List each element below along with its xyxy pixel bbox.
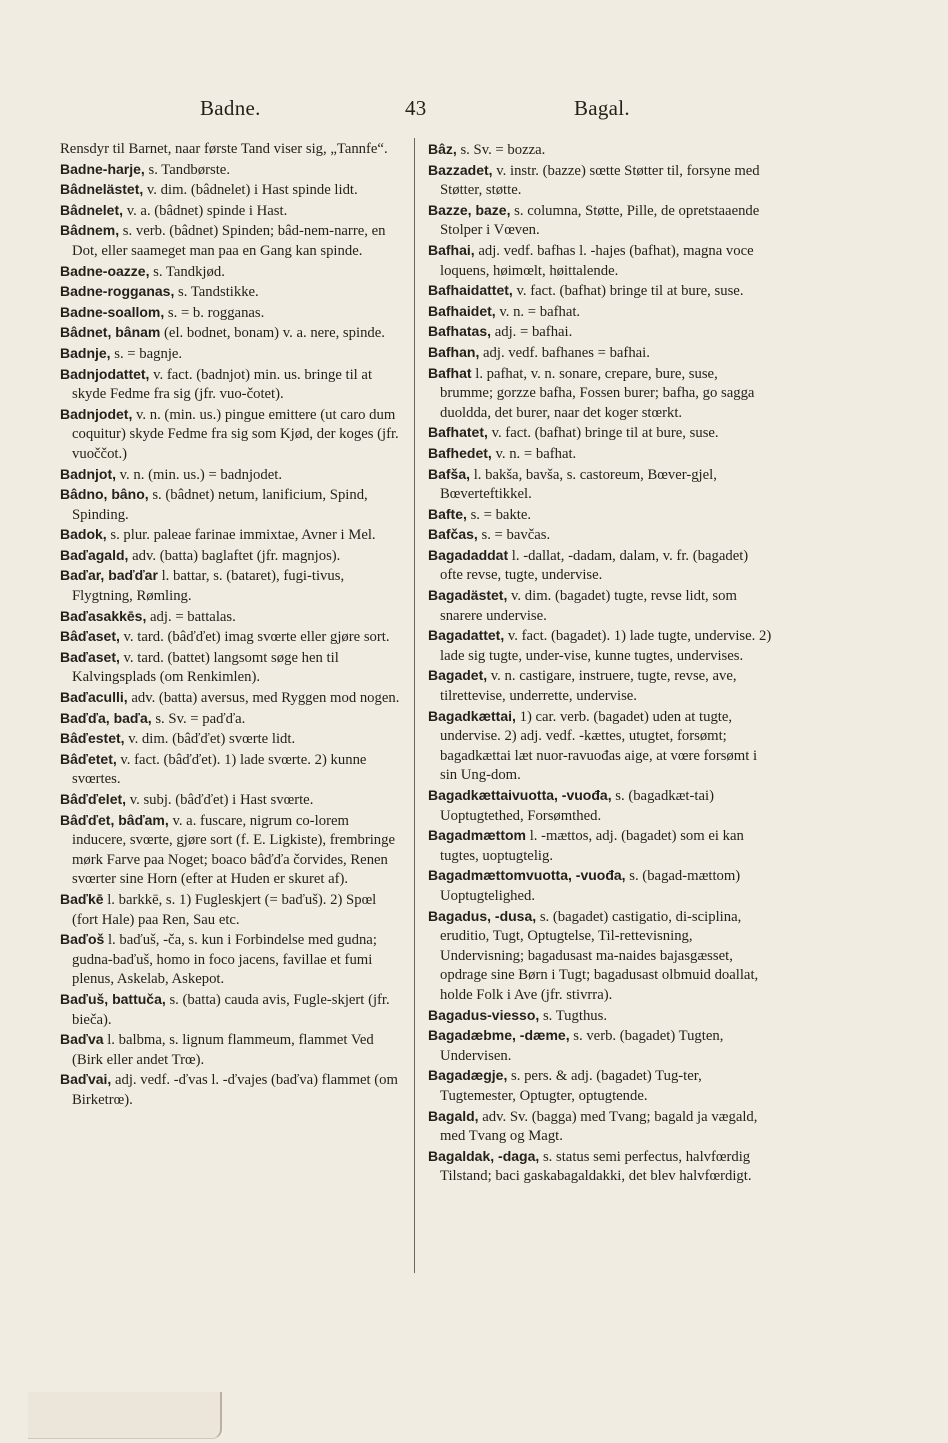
entry-definition: v. n. = bafhat. (495, 303, 581, 320)
dictionary-entry (428, 1006, 773, 1027)
entry-definition: v. fact. (bagadet). 1) lade tugte, undervise. 2) lade sig tugte, under-vise, kunne tugtes, undervises. (440, 628, 772, 664)
entry-headword: Bagadmættomvuotta, -vuođa, (428, 867, 626, 884)
entry-definition: adj. = battalas. (146, 608, 236, 625)
dictionary-entry (60, 405, 405, 465)
entry-definition: s. = b. rogganas. (164, 304, 265, 321)
entry-definition: (el. bodnet, bonam) v. a. nere, spinde. (160, 325, 385, 342)
dictionary-entry (428, 707, 773, 786)
entry-definition: s. verb. (bagadet) Tugten, Undervisen. (440, 1028, 724, 1064)
entry-headword: Bazze, baze, (428, 201, 511, 218)
dictionary-entry (60, 890, 405, 930)
right-guide-word: Bagal. (573, 96, 630, 120)
entry-headword: Baďagald, (60, 546, 129, 563)
dictionary-entry (60, 344, 405, 365)
dictionary-entry (428, 826, 773, 866)
entry-headword: Bâďďet, bâďam, (60, 811, 169, 828)
entry-headword: Bafhatas, (428, 323, 492, 340)
entry-definition: l. -mættos, adj. (bagadet) som ei kan tugtes, uoptugtelig. (440, 828, 744, 864)
dictionary-entry (60, 566, 405, 606)
entry-headword: Bazzadet, (428, 161, 493, 178)
entry-definition: v. fact. (badnjot) min. us. bringe til at skyde Fedme fra sig (jfr. vuo-čotet). (72, 366, 373, 403)
entry-definition: s. status semi perfectus, halvfœrdig Tilstand; baci gaskabagaldakki, det blev halvfœrdigt. (440, 1148, 752, 1185)
dictionary-entry (60, 180, 405, 201)
dictionary-entry (428, 444, 773, 465)
dictionary-entry (60, 323, 405, 344)
entry-definition: v. fact. (bafhat) bringe til at bure, suse. (512, 283, 744, 300)
entry-headword: Bafša, (428, 465, 471, 482)
dictionary-entry (428, 281, 773, 302)
dictionary-entry (60, 750, 405, 790)
entry-definition: s. verb. (bâdnet) Spinden; bâd-nem-narre, en Dot, eller saameget man paa en Gang kan spinde. (72, 223, 386, 259)
entry-headword: Badok, (60, 526, 107, 543)
entry-definition: l. balbma, s. lignum flammeum, flammet Ved (Birk eller andet Trœ). (72, 1032, 374, 1068)
entry-definition: adv. (batta) baglaftet (jfr. magnjos). (128, 547, 341, 564)
entry-headword: Bâdnelet, (60, 201, 124, 218)
entry-headword: Bâďaset, (60, 628, 120, 645)
entry-headword: Bafhedet, (428, 444, 492, 461)
dictionary-entry (60, 930, 405, 990)
dictionary-entry (60, 525, 405, 546)
entry-headword: Bafte, (428, 505, 467, 522)
dictionary-entry (428, 505, 773, 526)
entry-headword: Bâdnem, (60, 222, 120, 239)
entry-definition: 1) car. verb. (bagadet) uden at tugte, undervise. 2) adj. vedf. -kættes, utugtet, forsømt; bagadkættai læt nuor-ravuođas aige, at vœre forsømt i sin Ung-dom. (440, 708, 758, 784)
entry-definition: v. dim. (bâdnelet) i Hast spinde lidt. (143, 182, 358, 199)
dictionary-entry (60, 303, 405, 324)
entry-headword: Bagadmættom (428, 827, 527, 844)
entry-definition: v. tard. (bâďďet) imag svœrte eller gjøre sort. (119, 629, 390, 646)
entry-headword: Baďasakkēs, (60, 607, 147, 624)
entry-definition: s. plur. paleae farinae immixtae, Avner i Mel. (106, 527, 376, 544)
entry-definition: v. dim. (bâďďet) svœrte lidt. (124, 731, 296, 748)
left-column (60, 140, 405, 1111)
dictionary-entry (428, 525, 773, 546)
dictionary-entry (428, 302, 773, 323)
dictionary-entry (60, 262, 405, 283)
entry-headword: Baďva (60, 1031, 104, 1048)
entry-headword: Bagadattet, (428, 627, 505, 644)
entry-headword: Bagadus-viesso, (428, 1006, 540, 1023)
entry-headword: Badnjot, (60, 465, 116, 482)
dictionary-entry (60, 221, 405, 261)
dictionary-entry (428, 866, 773, 906)
entry-definition: adj. = bafhai. (491, 324, 573, 341)
entry-definition: s. (bagadet) castigatio, di-sciplina, eruditio, Tugt, Optugtelse, Til-rettevisning, Undervisning; bagadusast ma-naides bajasgæsset, opdrage sine Børn i Tugt; bagadusast olbmuid doallat, holde Folk i Ave (jfr. stivrra). (440, 908, 759, 1003)
dictionary-entry (60, 709, 405, 730)
dictionary-entry (428, 322, 773, 343)
entry-definition: adv. Sv. (bagga) med Tvang; bagald ja vægald, med Tvang og Magt. (440, 1108, 758, 1145)
entry-headword: Bagadästet, (428, 587, 508, 604)
entry-definition: s. Sv. = paďďa. (151, 710, 246, 727)
entry-headword: Baďoš (60, 931, 105, 948)
entry-definition: v. instr. (bazze) sœtte Støtter til, forsyne med Støtter, støtte. (440, 162, 760, 199)
entry-headword: Bâdno, bâno, (60, 486, 149, 503)
entry-headword: Bagald, (428, 1107, 479, 1124)
dictionary-entry (60, 607, 405, 628)
dictionary-entry (60, 990, 405, 1030)
dictionary-entry (60, 282, 405, 303)
dictionary-entry (428, 786, 773, 826)
entry-headword: Bâdnet, bânam (60, 324, 161, 341)
dictionary-entry (428, 241, 773, 281)
dictionary-entry (428, 666, 773, 706)
dictionary-entry (60, 140, 405, 160)
dictionary-entry (60, 627, 405, 648)
entry-headword: Bafhai, (428, 241, 475, 258)
entry-headword: Badnjodet, (60, 405, 133, 422)
entry-headword: Baďďa, baďa, (60, 709, 152, 726)
entry-headword: Bafhan, (428, 343, 480, 360)
entry-definition: s. Tandbørste. (144, 161, 230, 178)
entry-headword: Bagadægje, (428, 1067, 508, 1084)
entry-headword: Bafhatet, (428, 424, 488, 441)
entry-definition: s. (bagad-mættom) Uoptugtelighed. (440, 868, 741, 904)
entry-definition: s. Sv. = bozza. (456, 142, 546, 158)
entry-headword: Badnjodattet, (60, 365, 150, 382)
entry-definition: s. (bagadkæt-tai) Uoptugtethed, Forsømthed. (440, 788, 714, 824)
entry-definition: l. baďuš, -ča, s. kun i Forbindelse med gudna; gudna-baďuš, homo in foco jacens, favillae et fumi plenus, Askelab, Askepot. (72, 932, 377, 988)
entry-definition: l. pafhat, v. n. sonare, crepare, bure, suse, brumme; gorzze bafha, Fossen burer; bafha, go sagga duoldda, det burer, naar det koger stœrkt. (440, 365, 755, 421)
entry-definition: adj. vedf. bafhanes = bafhai. (479, 344, 650, 361)
entry-definition: adv. (batta) aversus, med Ryggen mod nogen. (127, 690, 400, 707)
right-column (428, 140, 773, 1187)
entry-headword: Baďar, baďďar (60, 567, 158, 584)
entry-definition: v. n. castigare, instruere, tugte, revse, ave, tilrettevise, underrette, undervise. (440, 668, 737, 705)
dictionary-entry (60, 201, 405, 222)
entry-headword: Bagaldak, -daga, (428, 1147, 540, 1164)
entry-definition: adj. vedf. bafhas l. -hajes (bafhat), magna voce loquens, høimœlt, høittalende. (440, 242, 754, 279)
dictionary-entry (428, 161, 773, 201)
entry-headword: Bagadus, -dusa, (428, 907, 537, 924)
entry-definition: v. tard. (battet) langsomt søge hen til Kalvingsplads (om Renkimlen). (72, 649, 339, 686)
entry-headword: Bâdnelästet, (60, 181, 144, 198)
entry-definition: l. barkkē, s. 1) Fugleskjert (= baďuš). 2) Spœl (fort Hale) paa Ren, Sau etc. (72, 891, 377, 928)
entry-headword: Baďvai, (60, 1071, 112, 1088)
page-tab-edge (28, 1392, 222, 1439)
entry-headword: Bâďetet, (60, 750, 117, 767)
entry-definition: s. Tandkjød. (149, 263, 225, 280)
dictionary-entry (60, 648, 405, 688)
dictionary-entry (60, 729, 405, 750)
dictionary-entry (60, 811, 405, 890)
entry-definition: s. Tugthus. (539, 1007, 608, 1024)
entry-headword: Baďaculli, (60, 689, 128, 706)
entry-definition: Rensdyr til Barnet, naar første Tand viser sig, „Tannfe“. (60, 141, 388, 157)
entry-definition: v. n. = bafhat. (491, 445, 577, 462)
entry-headword: Badne-harje, (60, 160, 145, 177)
dictionary-entry (428, 546, 773, 586)
entry-definition: s. Tandstikke. (174, 284, 259, 301)
entry-definition: s. (bâdnet) netum, lanificium, Spind, Spinding. (72, 487, 368, 523)
entry-definition: v. fact. (bafhat) bringe til at bure, suse. (487, 425, 719, 442)
entry-headword: Badne-rogganas, (60, 283, 175, 300)
running-head (200, 96, 630, 121)
dictionary-entry (60, 1070, 405, 1110)
entry-headword: Bâďestet, (60, 730, 125, 747)
dictionary-entry (60, 1030, 405, 1070)
entry-headword: Bafhaidet, (428, 302, 496, 319)
entry-headword: Baďkē (60, 890, 104, 907)
entry-definition: s. (batta) cauda avis, Fugle-skjert (jfr. bieča). (72, 991, 390, 1028)
entry-definition: l. bakša, bavša, s. castoreum, Bœver-gjel, Bœverteftikkel. (440, 466, 717, 503)
entry-headword: Bagadæbme, -dæme, (428, 1027, 570, 1044)
entry-definition: s. = bavčas. (477, 527, 551, 544)
left-guide-word: Badne. (200, 96, 261, 120)
dictionary-entry (428, 1026, 773, 1066)
dictionary-entry (428, 423, 773, 444)
dictionary-entry (428, 626, 773, 666)
dictionary-entry (428, 1147, 773, 1187)
dictionary-entry (428, 465, 773, 505)
entry-definition: v. subj. (bâďďet) i Hast svœrte. (126, 792, 314, 808)
column-divider (414, 138, 415, 1273)
entry-definition: s. pers. & adj. (bagadet) Tug-ter, Tugtemester, Optugter, optugtende. (440, 1068, 702, 1104)
entry-headword: Bafčas, (428, 526, 478, 543)
entry-headword: Bâďďelet, (60, 791, 127, 807)
entry-headword: Bagadkættaivuotta, -vuođa, (428, 787, 612, 803)
entry-headword: Badne-oazze, (60, 262, 150, 279)
entry-headword: Badne-soallom, (60, 303, 165, 320)
dictionary-entry (428, 201, 773, 241)
entry-definition: v. n. (min. us.) = badnjodet. (116, 466, 283, 483)
entry-definition: adj. vedf. -ďvas l. -ďvajes (baďva) flammet (om Birketrœ). (72, 1072, 398, 1108)
dictionary-entry (428, 343, 773, 364)
dictionary-entry (60, 688, 405, 709)
entry-definition: s. = bakte. (466, 506, 532, 523)
entry-headword: Bagadaddat (428, 546, 509, 563)
entry-headword: Bagadet, (428, 667, 488, 684)
dictionary-entry (60, 160, 405, 181)
entry-definition: s. columna, Støtte, Pille, de opretstaaende Stolper i Vœven. (440, 202, 760, 239)
entry-headword: Baďaset, (60, 648, 120, 665)
entry-definition: s. = bagnje. (110, 345, 183, 362)
dictionary-entry (428, 586, 773, 626)
entry-headword: Badnje, (60, 344, 111, 361)
entry-definition: v. fact. (bâďďet). 1) lade svœrte. 2) kunne svœrtes. (72, 751, 367, 788)
entry-headword: Bafhaidattet, (428, 282, 513, 299)
entry-definition: v. dim. (bagadet) tugte, revse lidt, som snarere undervise. (440, 588, 737, 624)
page-number: 43 (405, 96, 427, 120)
dictionary-entry (428, 907, 773, 1006)
dictionary-entry (428, 1066, 773, 1106)
entry-definition: l. -dallat, -dadam, dalam, v. fr. (bagadet) ofte revse, tugte, undervise. (440, 547, 749, 584)
dictionary-entry (428, 140, 773, 161)
dictionary-entry (60, 790, 405, 811)
entry-definition: l. battar, s. (bataret), fugi-tivus, Flygtning, Rømling. (72, 568, 345, 605)
entry-headword: Bafhat (428, 364, 472, 381)
dictionary-entry (428, 364, 773, 424)
entry-headword: Bagadkættai, (428, 707, 516, 724)
entry-headword: Baďuš, battuča, (60, 990, 166, 1007)
dictionary-entry (60, 465, 405, 486)
dictionary-entry (60, 485, 405, 525)
entry-definition: v. n. (min. us.) pingue emittere (ut caro dum coquitur) skyde Fedme fra sig som Kjød, der koges (jfr. vuoččot.) (72, 406, 399, 462)
dictionary-entry (60, 365, 405, 405)
dictionary-entry (60, 546, 405, 567)
entry-definition: v. a. (bâdnet) spinde i Hast. (123, 202, 288, 219)
entry-headword: Bâz, (428, 141, 457, 157)
dictionary-entry (428, 1107, 773, 1147)
entry-definition: v. a. fuscare, nigrum co-lorem inducere, svœrte, gjøre sort (f. E. Ligkiste), frembringe mørk Farve paa Noget; boaco bâďďa čorvides, Renen svœrter sine Horn (efter at Huden er skuret af). (72, 812, 396, 888)
